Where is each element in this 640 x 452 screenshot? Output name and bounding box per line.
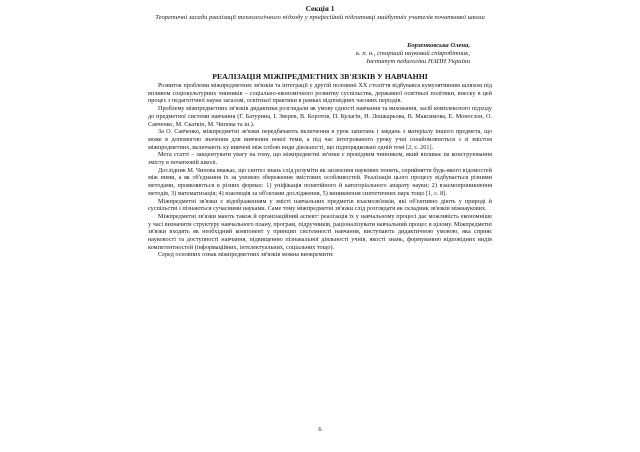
article-body	[148, 82, 492, 259]
author-block	[220, 42, 470, 67]
page-number: 6	[318, 426, 322, 433]
body-paragraph: Серед основних ознак міжпредметних зв'язків можна виокремити:	[158, 251, 334, 259]
body-paragraph: Міжпредметні зв'язки мають також й організаційний аспект: реалізація їх у навчальному процесі дає можливість економніше у часі визначити структуру навчального плану, програм, підручників, раціоналізувати навчальний процес в цілому. Міжпредметні зв'язки входять як необхідний компонент у принцип системності навчання, виступають дидактичною умовою, яка сприяє науковості та доступності навчання, підвищенню пізнавальної діяльності учнів, якості знань, формуванню відповідних видів компетентностей (інформаційних, інтелектуальних, соціальних тощо).	[148, 212, 492, 251]
author-affiliation-institute: Інститут педагогіки НАПН України	[366, 58, 470, 66]
body-paragraph: Мета статті – закцентувати увагу на тому, що міжпредметні зв'язки є провідним чинником, який впливає на конструювання змісту в початковій школі.	[148, 151, 492, 167]
body-paragraph: Проблему міжпредметних зв'язків дидактики розглядали як умову єдності навчання та виховання, засіб комплексного підходу до предметної системи навчання (Г. Батурина, І. Зверев, В. Коротов, П. Кулагін, Н. Лошкарьова, В. Максимова, Е. Моносзон, О. Савченко, М. Скаткін, М. Чипова та ін.).	[148, 105, 492, 128]
body-paragraph: Міжпредметні зв'язки є відображенням у змісті навчальних предметів взаємозв'язків, які об'єктивно діють у природі й суспільстві і пізнаються сучасними науками. Саме тому міжпредметні зв'язки слід розглядати як складник зв'язків міжнаукових.	[148, 197, 492, 213]
body-paragraph: Дослідник М. Чипова вважає, що синтез знань слід розуміти як засвоєння наукових понять, сприйняття будь-якого відомостей між ними, а як об'єднання їх за умовою збереження змістових особливостей. Реалізація цього процесу відбувається різними методами, проявляються в різних формах: 1) уніфікація понятійного й категоріального апарату науки; 2) взаємопроникнення методів, 3) математизація; 4) взаємодія за об'єктами дослідження, 5) виникнення синтетичних наук тощо [1, с. 8].	[148, 166, 492, 197]
article-title: РЕАЛІЗАЦІЯ МІЖПРЕДМЕТНИХ ЗВ'ЯЗКІВ У НАВЧАННІ	[212, 72, 428, 81]
section-title: Секція 1	[305, 4, 335, 13]
body-paragraph: За О. Савченко, міжпредметні зв'язки передбачають включення в урок запитань і завдань з матеріалу іншого предмета, що може в допомогою значення для вивчення нової теми, а під час інтегрованого уроку учні ознайомлюються з зі змістом міжпредметних, включають ку вивчені між собою види діяльності, що підпорядковані одній темі [2, с. 261].	[148, 128, 492, 151]
body-paragraph: Розвиток проблеми міжпредметних зв'язків та інтеграції у другій половині ХХ століття відбувався кумулятивним шляхом під впливом соціокультурних чинників – соціально-економічного розвитку суспільства, державної освітньої політики, внеску в цей процес з педагогічної науки загалом, освітньої практики в рамках відповідних часових періодів.	[148, 82, 492, 105]
section-subtitle: Теоретичні засади реалізації технологічного підходу у професійній підготовці майбутніх учителів початкової школи	[155, 14, 485, 21]
author-name: Борзенковська Олена,	[407, 42, 470, 49]
author-affiliation-degree: к. п. н., старший науковий співробітник,	[355, 50, 470, 58]
